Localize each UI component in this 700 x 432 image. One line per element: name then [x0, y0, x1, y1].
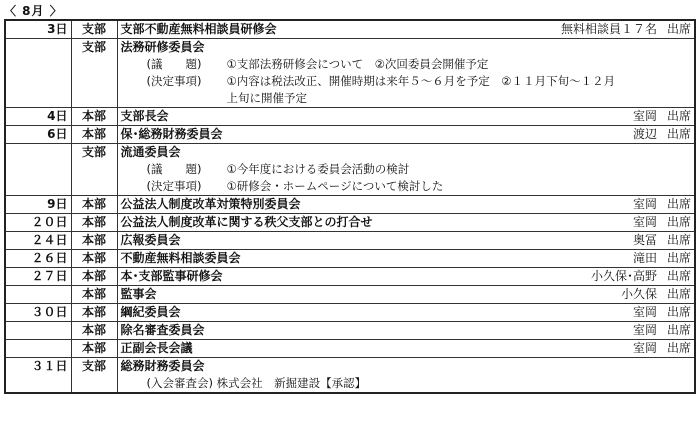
detail-line: [121, 56, 692, 73]
org-cell: 本部: [71, 340, 117, 358]
event-cell: [117, 214, 695, 232]
schedule-row: [5, 232, 695, 250]
event-title: 綱紀委員会: [120, 305, 181, 319]
attendance: [633, 232, 691, 249]
detail-label: (議 題): [146, 57, 202, 71]
schedule-body: [5, 20, 695, 393]
month-label: 〈 8月 〉: [4, 4, 63, 18]
attendee-name: 室岡: [632, 215, 657, 229]
detail-text: ①研修会・ホームページについて検討した: [226, 179, 444, 193]
schedule-table: [4, 19, 696, 394]
schedule-row: [5, 126, 695, 144]
detail-text: ①内容は税法改正、開催時期は来年５～６月を予定 ②１１月下旬～１２月: [226, 74, 616, 88]
event-title: 不動産無料相談委員会: [120, 251, 241, 265]
event-cell: [117, 232, 695, 250]
detail-line: [121, 90, 692, 107]
event-title: 保･総務財務委員会: [120, 127, 223, 141]
org-cell: 本部: [71, 322, 117, 340]
event-cell: [117, 250, 695, 268]
attendee-name: 渡辺: [632, 127, 657, 141]
attendance: [633, 196, 691, 213]
schedule-row: [5, 322, 695, 340]
attendee-name: 室岡: [632, 197, 657, 211]
date-cell: ２４日: [5, 232, 71, 250]
event-cell: [117, 108, 695, 126]
attendance: [591, 268, 691, 285]
attendance-status: 出席: [666, 269, 691, 283]
schedule-row: [5, 358, 695, 394]
detail-text: (入会審査会) 株式会社 新掘建設【承認】: [146, 376, 367, 390]
date-cell: [5, 286, 71, 304]
org-cell: 本部: [71, 268, 117, 286]
attendee-name: 小久保: [620, 287, 657, 301]
org-cell: 本部: [71, 232, 117, 250]
schedule-row: [5, 250, 695, 268]
attendance-status: 出席: [666, 305, 691, 319]
event-cell: [117, 20, 695, 39]
attendance: [633, 322, 691, 339]
detail-text: ①支部法務研修会について ②次回委員会開催予定: [226, 57, 489, 71]
org-cell: 本部: [71, 196, 117, 214]
event-cell: [117, 358, 695, 394]
attendance-status: 出席: [666, 22, 691, 36]
event-title: 支部長会: [120, 109, 169, 123]
org-cell: 本部: [71, 126, 117, 144]
date-cell: ２７日: [5, 268, 71, 286]
org-cell: 本部: [71, 250, 117, 268]
org-cell: 本部: [71, 304, 117, 322]
event-title: 正副会長会議: [120, 341, 193, 355]
schedule-row: [5, 268, 695, 286]
event-cell: [117, 196, 695, 214]
detail-line: [121, 375, 692, 392]
attendance: [561, 21, 691, 38]
attendance-status: 出席: [666, 109, 691, 123]
attendance-status: 出席: [666, 251, 691, 265]
schedule-row: [5, 304, 695, 322]
attendance-status: 出席: [666, 197, 691, 211]
attendance: [633, 340, 691, 357]
attendance: [681, 358, 691, 375]
detail-line: [121, 178, 692, 195]
org-cell: 本部: [71, 108, 117, 126]
event-title: 本･支部監事研修会: [120, 269, 223, 283]
date-cell: 4日: [5, 108, 71, 126]
attendee-name: 無料相談員１７名: [560, 22, 657, 36]
event-cell: [117, 39, 695, 108]
org-cell: 本部: [71, 286, 117, 304]
date-cell: ３０日: [5, 304, 71, 322]
event-cell: [117, 286, 695, 304]
attendee-name: 滝田: [632, 251, 657, 265]
schedule-row: [5, 340, 695, 358]
event-title: 流通委員会: [120, 145, 181, 159]
attendee-name: 奥冨: [632, 233, 657, 247]
event-cell: [117, 126, 695, 144]
event-title: 広報委員会: [120, 233, 181, 247]
schedule-row: [5, 39, 695, 108]
date-cell: [5, 39, 71, 108]
attendance: [633, 126, 691, 143]
attendee-name: 小久保･高野: [590, 269, 657, 283]
detail-line: [121, 73, 692, 90]
date-cell: ２６日: [5, 250, 71, 268]
date-cell: ２０日: [5, 214, 71, 232]
attendee-name: 室岡: [632, 323, 657, 337]
date-cell: [5, 322, 71, 340]
attendance-status: 出席: [666, 127, 691, 141]
attendee-name: 室岡: [632, 109, 657, 123]
org-cell: 支部: [71, 20, 117, 39]
event-title: 支部不動産無料相談員研修会: [120, 22, 277, 36]
attendance: [681, 144, 691, 161]
detail-text: 上旬に開催予定: [226, 91, 307, 105]
attendance-status: 出席: [666, 323, 691, 337]
attendance: [633, 214, 691, 231]
attendance-status: 出席: [666, 215, 691, 229]
attendance: [633, 108, 691, 125]
attendance-status: 出席: [666, 233, 691, 247]
detail-label: (議 題): [146, 162, 202, 176]
schedule-row: [5, 196, 695, 214]
event-title: 公益法人制度改革に関する秩父支部との打合せ: [120, 215, 373, 229]
event-cell: [117, 268, 695, 286]
detail-label: (決定事項): [146, 179, 202, 193]
org-cell: 支部: [71, 358, 117, 394]
schedule-row: [5, 20, 695, 39]
date-cell: 6日: [5, 126, 71, 144]
schedule-row: [5, 144, 695, 196]
org-cell: 支部: [71, 39, 117, 108]
date-cell: 3日: [5, 20, 71, 39]
detail-label: (決定事項): [146, 74, 202, 88]
attendance-status: 出席: [666, 341, 691, 355]
detail-text: ①今年度における委員会活動の検討: [226, 162, 410, 176]
attendee-name: 室岡: [632, 305, 657, 319]
org-cell: 支部: [71, 144, 117, 196]
event-title: 公益法人制度改革対策特別委員会: [120, 197, 301, 211]
event-title: 除名審査委員会: [120, 323, 205, 337]
attendee-name: 室岡: [632, 341, 657, 355]
event-cell: [117, 340, 695, 358]
attendance: [621, 286, 691, 303]
schedule-row: [5, 108, 695, 126]
event-title: 総務財務委員会: [120, 359, 205, 373]
attendance-status: 出席: [666, 287, 691, 301]
date-cell: [5, 340, 71, 358]
detail-line: [121, 161, 692, 178]
date-cell: ３１日: [5, 358, 71, 394]
schedule-row: [5, 214, 695, 232]
event-title: 監事会: [120, 287, 157, 301]
attendance: [681, 39, 691, 56]
attendance: [633, 304, 691, 321]
event-cell: [117, 144, 695, 196]
event-cell: [117, 322, 695, 340]
event-title: 法務研修委員会: [120, 40, 205, 54]
schedule-row: [5, 286, 695, 304]
org-cell: 本部: [71, 214, 117, 232]
date-cell: [5, 144, 71, 196]
event-cell: [117, 304, 695, 322]
attendance: [633, 250, 691, 267]
date-cell: 9日: [5, 196, 71, 214]
